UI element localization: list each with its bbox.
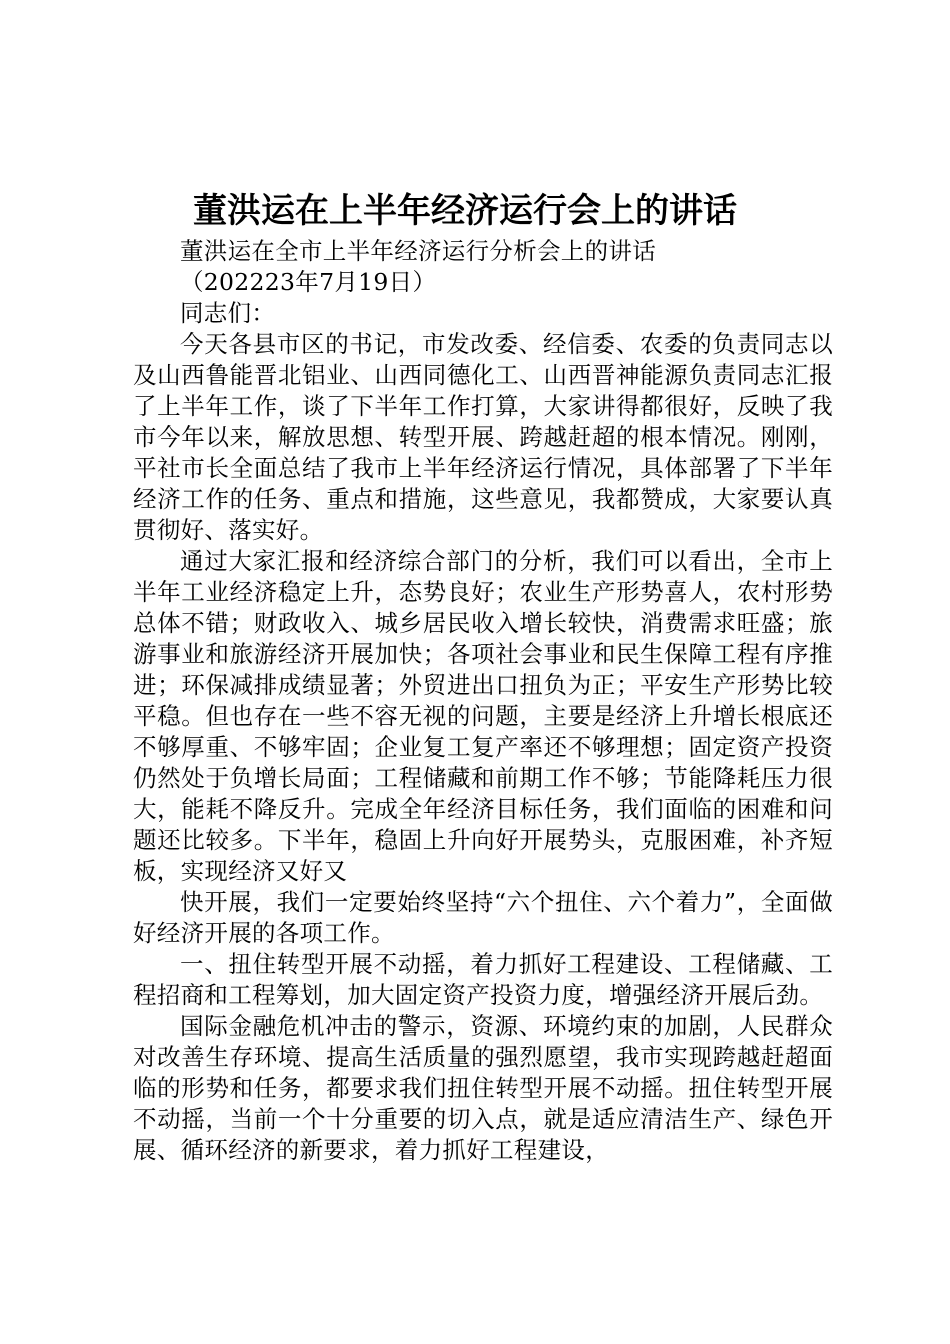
paragraph: 今天各县市区的书记，市发改委、经信委、农委的负责同志以及山西鲁能晋北铝业、山西同德化工、山西晋神能源负责同志汇报了上半年工作，谈了下半年工作打算，大家讲得都很好，反映了我市今年以来，解放思想、转型开展、跨越赶超的根本情况。刚刚，平社市长全面总结了我市上半年经济运行情况，具体部署了下半年经济工作的任务、重点和措施，这些意见，我都赞成，大家要认真贯彻好、落实好。 — [133, 330, 833, 544]
document-subtitle: 董洪运在全市上半年经济运行分析会上的讲话 — [180, 237, 656, 265]
section-heading: 一、扭住转型开展不动摇，着力抓好工程建设、工程储藏、工程招商和工程筹划，加大固定资产投资力度，增强经济开展后劲。 — [133, 950, 833, 1009]
paragraph: 通过大家汇报和经济综合部门的分析，我们可以看出，全市上半年工业经济稳定上升，态势良好；农业生产形势喜人，农村形势总体不错；财政收入、城乡居民收入增长较快，消费需求旺盛；旅游事业和旅游经济开展加快；各项社会事业和民生保障工程有序推进；环保减排成绩显著；外贸进出口扭负为正；平安生产形势比较平稳。但也存在一些不容无视的问题，主要是经济上升增长根底还不够厚重、不够牢固；企业复工复产率还不够理想；固定资产投资仍然处于负增长局面；工程储藏和前期工作不够；节能降耗压力很大，能耗不降反升。完成全年经济目标任务，我们面临的困难和问题还比较多。下半年，稳固上升向好开展势头，克服困难，补齐短板，实现经济又好又 — [133, 547, 833, 885]
document-title: 董洪运在上半年经济运行会上的讲话 — [193, 191, 737, 231]
document-date: （202223年7月19日） — [180, 268, 437, 296]
paragraph: 快开展，我们一定要始终坚持“六个扭住、六个着力”，全面做好经济开展的各项工作。 — [133, 888, 833, 947]
salutation: 同志们： — [180, 299, 276, 327]
paragraph: 国际金融危机冲击的警示，资源、环境约束的加剧，人民群众对改善生存环境、提高生活质量的强烈愿望，我市实现跨越赶超面临的形势和任务，都要求我们扭住转型开展不动摇。扭住转型开展不动摇，当前一个十分重要的切入点，就是适应清洁生产、绿色开展、循环经济的新要求，着力抓好工程建设， — [133, 1012, 833, 1164]
document-page — [133, 186, 833, 1166]
